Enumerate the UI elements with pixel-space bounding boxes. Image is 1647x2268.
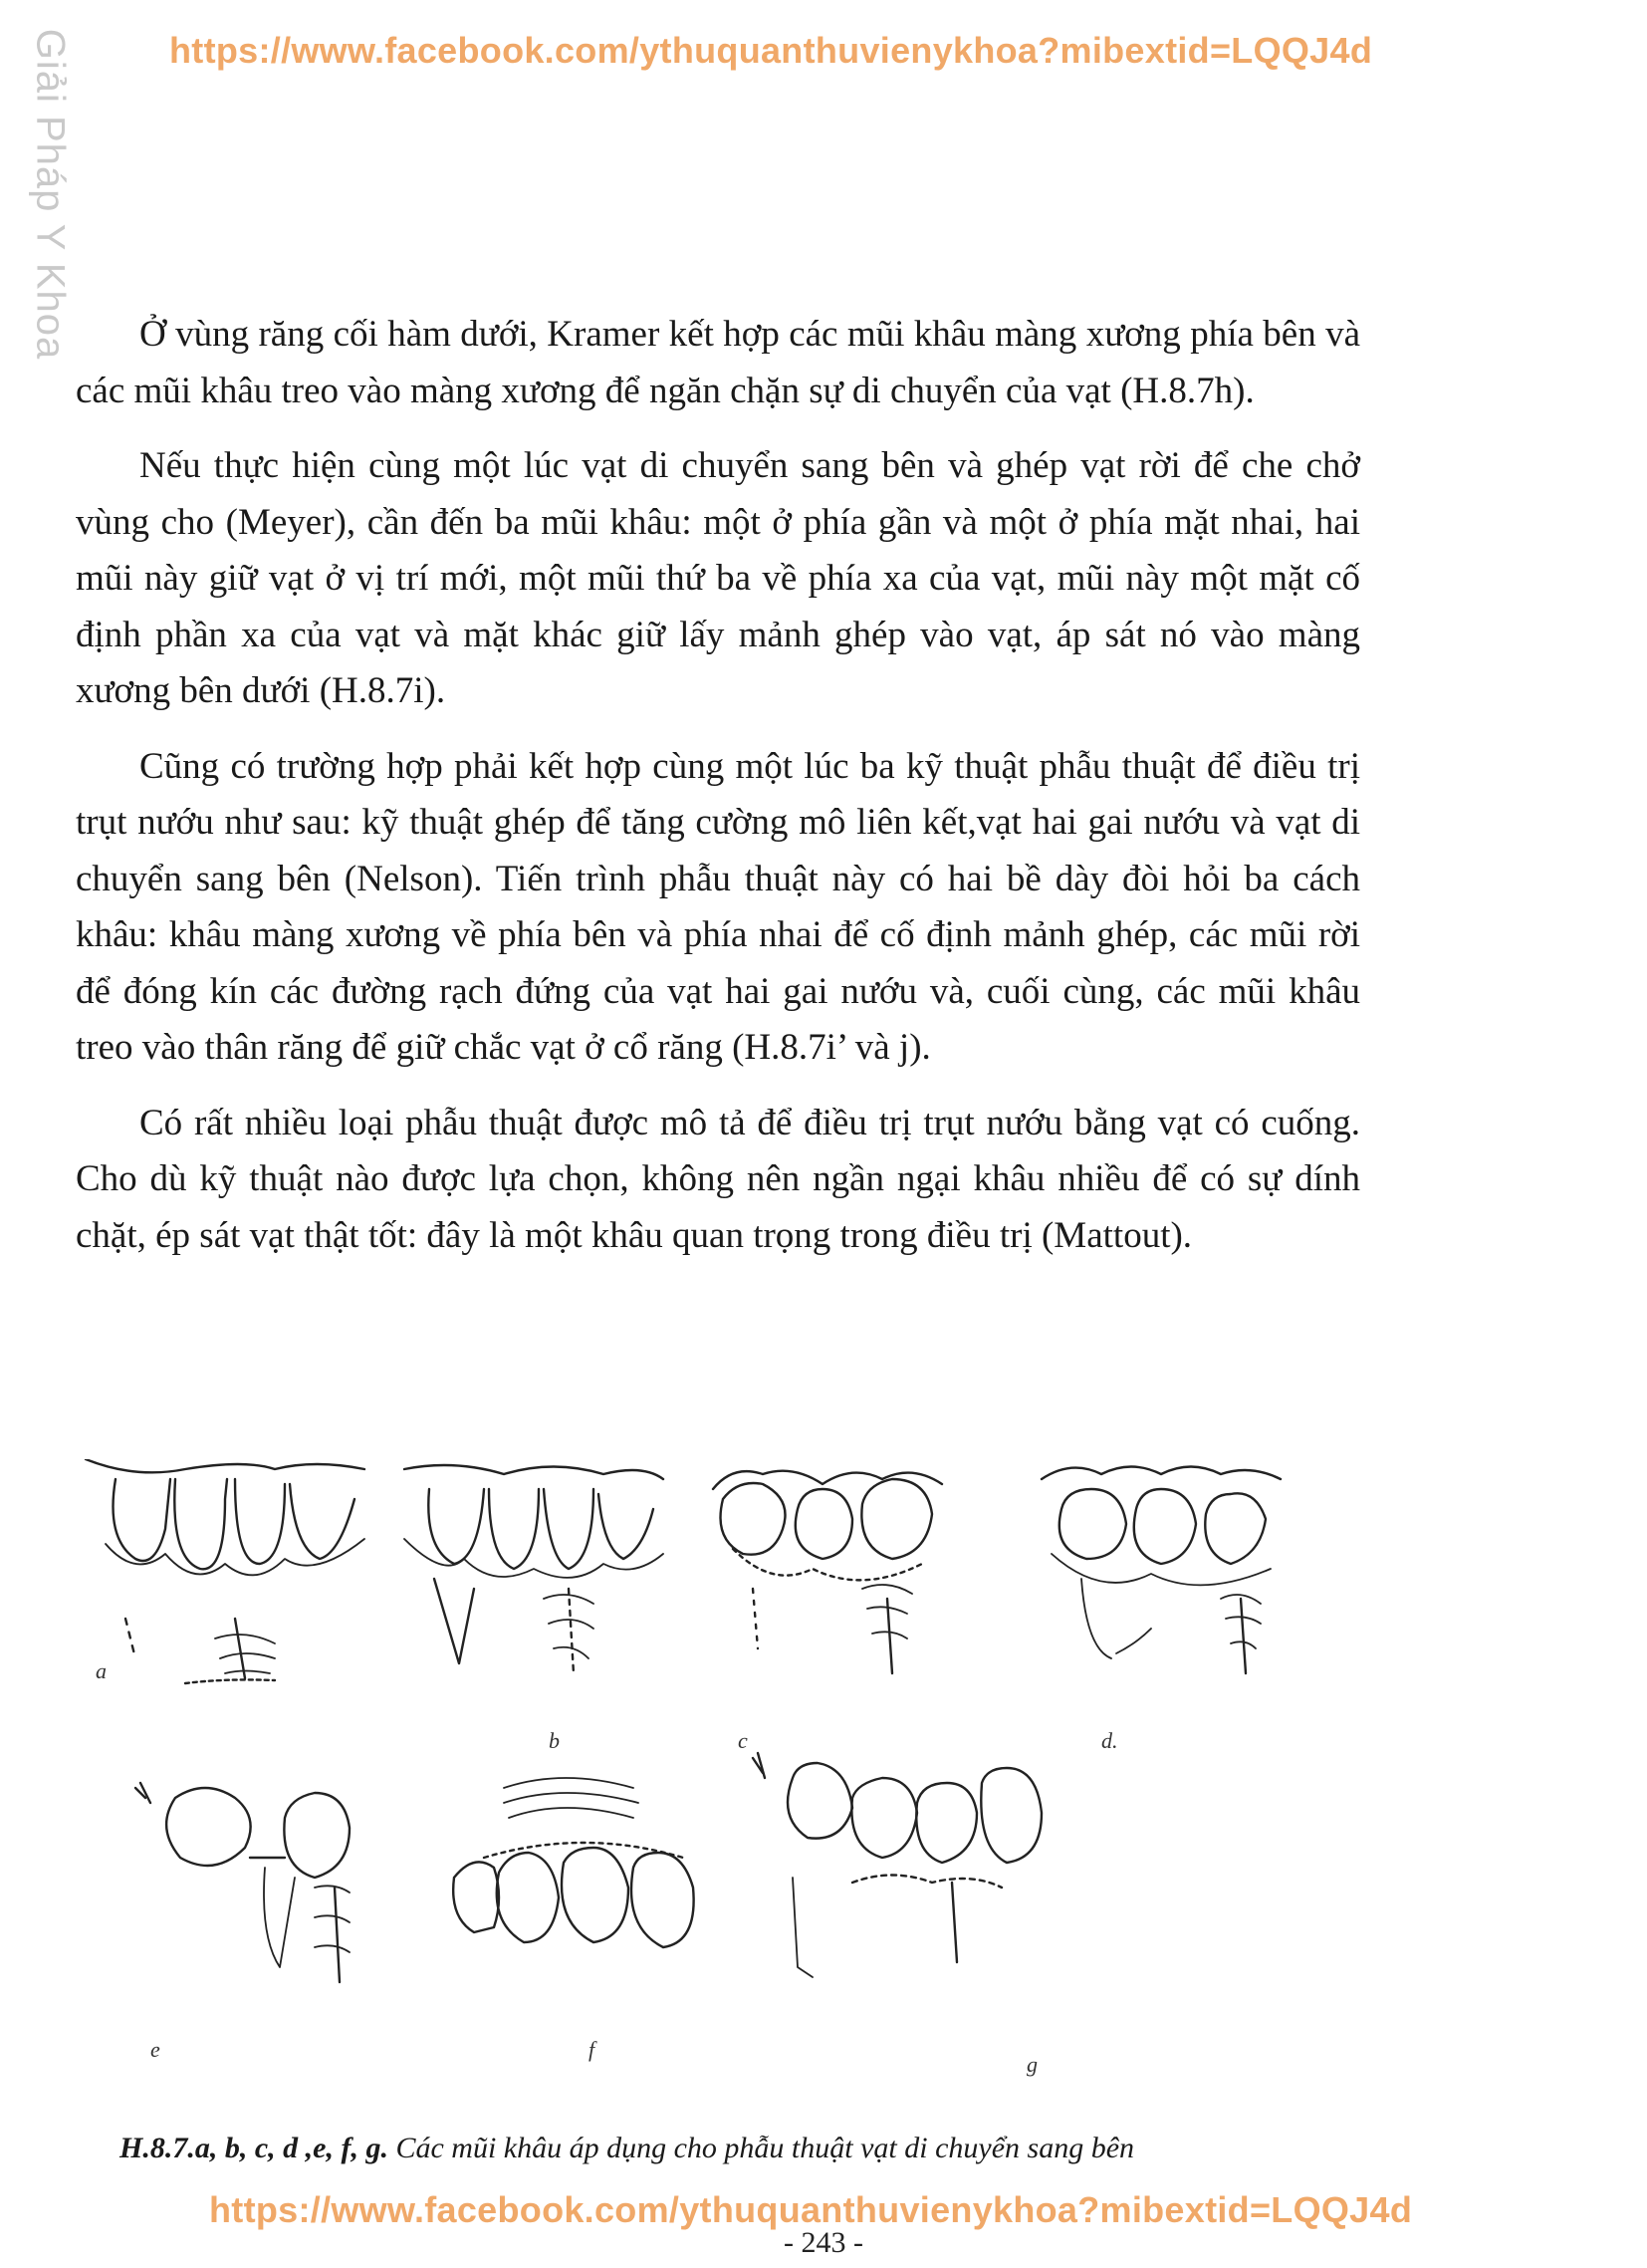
panel-label-a: a — [96, 1658, 107, 1683]
panel-d-drawing — [1042, 1467, 1281, 1674]
panel-label-b: b — [549, 1728, 560, 1753]
figure-caption — [119, 2132, 1364, 2165]
panel-label-g: g — [1027, 2052, 1038, 2077]
side-watermark-text: Giải Pháp Y Khoa — [28, 28, 73, 361]
panel-label-f: f — [588, 2037, 595, 2062]
panel-c-drawing — [713, 1471, 942, 1673]
panel-f-drawing — [453, 1778, 693, 1947]
panel-b-drawing — [404, 1465, 663, 1673]
body-text — [76, 307, 1360, 1283]
panel-a-drawing — [86, 1459, 364, 1683]
paragraph-3: Cũng có trường hợp phải kết hợp cùng một lúc ba kỹ thuật phẫu thuật để điều trị trụt nướu như sau: kỹ thuật ghép để tăng cường mô liên kết,vạt hai gai nướu và vạt di chuyển sang bên (Nelson). Tiến trình phẫu thuật này có hai bề dày đòi hỏi ba cách khâu: khâu màng xương về phía bên và phía nhai để cố định mảnh ghép, các mũi rời để đóng kín các đường rạch đứng của vạt hai gai nướu và, cuối cùng, các mũi khâu treo vào thân răng để giữ chắc vạt ở cổ răng (H.8.7i’ và j). — [76, 745, 1360, 1068]
watermark-url-bottom[interactable]: https://www.facebook.com/ythuquanthuvienykhoa?mibextid=LQQJ4d — [209, 2189, 1413, 2230]
paragraph-4: Có rất nhiều loại phẫu thuật được mô tả để điều trị trụt nướu bằng vạt có cuống. Cho dù kỹ thuật nào được lựa chọn, không nên ngần ngại khâu nhiều để có sự dính chặt, ép sát vạt thật tốt: đây là một khâu quan trọng trong điều trị (Mattout). — [76, 1102, 1360, 1256]
panel-e-drawing — [135, 1783, 350, 1982]
paragraph-1: Ở vùng răng cối hàm dưới, Kramer kết hợp các mũi khâu màng xương phía bên và các mũi khâu treo vào màng xương để ngăn chặn sự di chuyển của vạt (H.8.7h). — [76, 314, 1360, 411]
caption-figure-ref: H.8.7.a, b, c, d ,e, f, g. — [119, 2132, 388, 2164]
panel-g-drawing — [753, 1753, 1042, 1977]
suture-illustration — [76, 1459, 1360, 2117]
panel-label-d: d. — [1101, 1728, 1118, 1753]
page-number: - 243 - — [784, 2226, 863, 2259]
figure-suture-diagrams — [76, 1459, 1360, 2156]
paragraph-2: Nếu thực hiện cùng một lúc vạt di chuyển sang bên và ghép vạt rời để che chở vùng cho (Meyer), cần đến ba mũi khâu: một ở phía gần và một ở phía mặt nhai, hai mũi này giữ vạt ở vị trí mới, một mũi thứ ba về phía xa của vạt, mũi này một mặt cố định phần xa của vạt và mặt khác giữ lấy mảnh ghép vào vạt, áp sát nó vào màng xương bên dưới (H.8.7i). — [76, 445, 1360, 711]
panel-label-e: e — [150, 2037, 160, 2062]
caption-text: Các mũi khâu áp dụng cho phẫu thuật vạt di chuyển sang bên — [387, 2132, 1135, 2164]
panel-label-c: c — [738, 1728, 748, 1753]
watermark-url-top[interactable]: https://www.facebook.com/ythuquanthuvienykhoa?mibextid=LQQJ4d — [169, 30, 1373, 71]
